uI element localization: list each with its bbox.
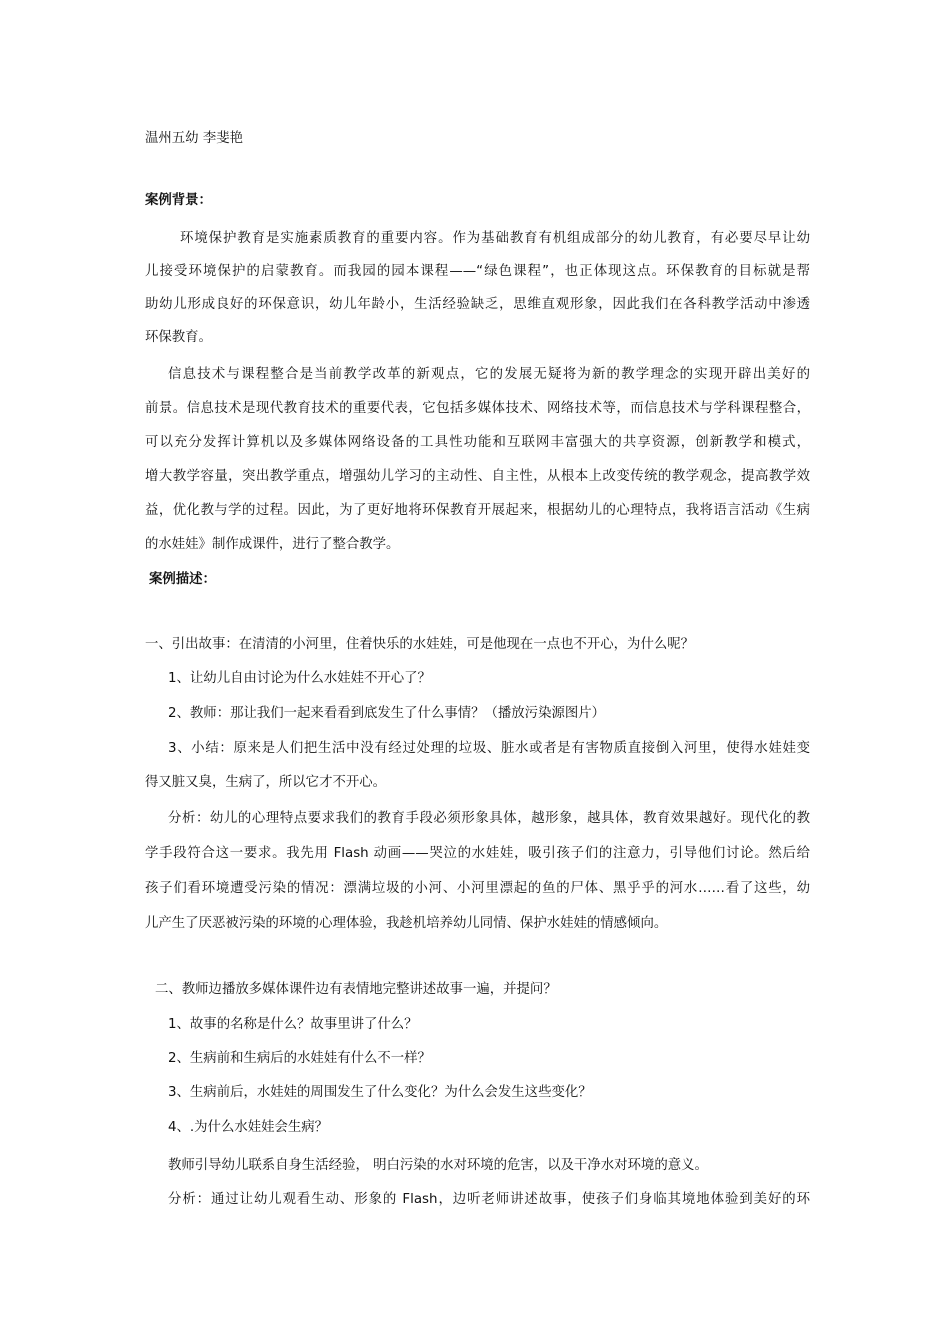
analysis-line: 分析：幼儿的心理特点要求我们的教育手段必须形象具体，越形象，越具体，教育效果越好。现代化的教 — [168, 811, 810, 826]
list-item: 3、生病前后，水娃娃的周围发生了什么变化？为什么会发生这些变化？ — [168, 1085, 592, 1100]
list-item-continuation: 得又脏又臭，生病了，所以它才不开心。 — [145, 775, 387, 790]
guide-line: 教师引导幼儿联系自身生活经验， 明白污染的水对环境的危害，以及干净水对环境的意义。 — [168, 1158, 708, 1173]
paragraph-line: 信息技术与课程整合是当前教学改革的新观点，它的发展无疑将为新的教学理念的实现开辟出美好的 — [168, 367, 810, 382]
paragraph-line: 增大教学容量，突出教学重点，增强幼儿学习的主动性、自主性，从根本上改变传统的教学观念，提高教学效 — [145, 469, 810, 484]
list-item: 4、.为什么水娃娃会生病？ — [168, 1120, 329, 1135]
section-title: 二、教师边播放多媒体课件边有表情地完整讲述故事一遍，并提问？ — [155, 982, 557, 997]
paragraph-line: 前景。信息技术是现代教育技术的重要代表，它包括多媒体技术、网络技术等，而信息技术与学科课程整合， — [145, 401, 810, 416]
paragraph-line: 的水娃娃》制作成课件，进行了整合教学。 — [145, 537, 400, 552]
background-heading: 案例背景： — [145, 193, 212, 208]
list-item: 3、小结：原来是人们把生活中没有经过处理的垃圾、脏水或者是有害物质直接倒入河里，使得水娃娃变 — [168, 741, 810, 756]
analysis-line: 孩子们看环境遭受污染的情况：漂满垃圾的小河、小河里漂起的鱼的尸体、黑乎乎的河水……看了这些，幼 — [145, 881, 810, 896]
description-heading: 案例描述： — [149, 572, 216, 587]
paragraph-line: 益，优化教与学的过程。因此，为了更好地将环保教育开展起来，根据幼儿的心理特点，我将语言活动《生病 — [145, 503, 810, 518]
section-title: 一、引出故事：在清清的小河里，住着快乐的水娃娃，可是他现在一点也不开心，为什么呢？ — [145, 637, 695, 652]
analysis-line: 儿产生了厌恶被污染的环境的心理体验，我趁机培养幼儿同情、保护水娃娃的情感倾向。 — [145, 916, 668, 931]
author-line: 温州五幼 李斐艳 — [145, 131, 243, 146]
list-item: 1、故事的名称是什么？故事里讲了什么？ — [168, 1017, 418, 1032]
paragraph-line: 儿接受环境保护的启蒙教育。而我园的园本课程——“绿色课程”，也正体现这点。环保教育的目标就是帮 — [145, 264, 810, 279]
list-item: 1、让幼儿自由讨论为什么水娃娃不开心了？ — [168, 671, 431, 686]
analysis-line: 学手段符合这一要求。我先用 Flash 动画——哭泣的水娃娃，吸引孩子们的注意力，引导他们讨论。然后给 — [145, 846, 810, 861]
paragraph-line: 可以充分发挥计算机以及多媒体网络设备的工具性功能和互联网丰富强大的共享资源，创新教学和模式， — [145, 435, 810, 450]
paragraph-line: 助幼儿形成良好的环保意识，幼儿年龄小，生活经验缺乏，思维直观形象，因此我们在各科教学活动中渗透 — [145, 297, 810, 312]
list-item: 2、教师：那让我们一起来看看到底发生了什么事情？（播放污染源图片） — [168, 706, 606, 721]
paragraph-line: 环境保护教育是实施素质教育的重要内容。作为基础教育有机组成部分的幼儿教育，有必要尽早让幼 — [180, 231, 810, 246]
list-item: 2、生病前和生病后的水娃娃有什么不一样？ — [168, 1051, 431, 1066]
paragraph-line: 环保教育。 — [145, 330, 212, 345]
analysis-line: 分析：通过让幼儿观看生动、形象的 Flash，边听老师讲述故事，使孩子们身临其境地体验到美好的环 — [168, 1192, 810, 1207]
